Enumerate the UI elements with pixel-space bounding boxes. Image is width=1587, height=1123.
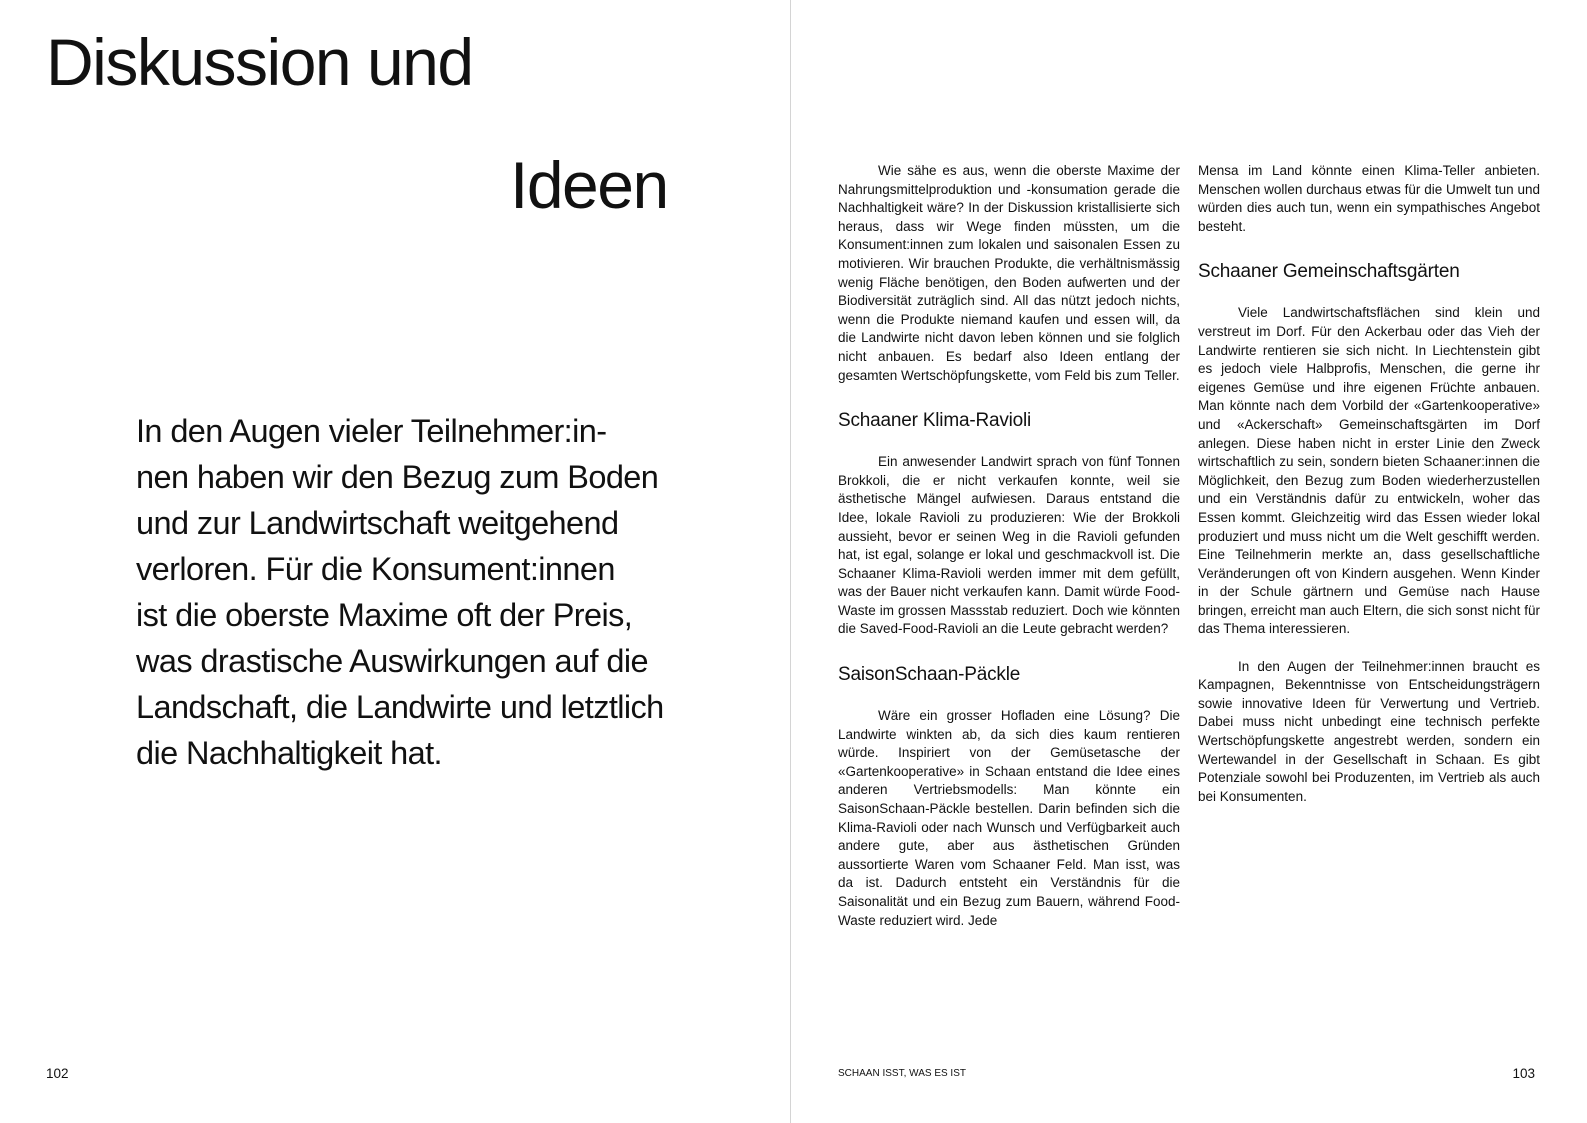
pull-quote-line: was drastische Auswirkungen auf die	[136, 643, 648, 679]
closing-paragraph: In den Augen der Teilnehmer:innen braucht es Kampagnen, Bekenntnisse von Entscheidungsträgern sowie innovative Ideen für Verwertung und Vertrieb. Dabei muss nicht unbedingt eine technisch perfekte Wertschöpfungskette angestrebt werden, sondern ein Wertewandel in der Gesellschaft in Schaan. Es gibt Potenziale sowohl bei Produzenten, im Vertrieb als auch bei Konsumenten.	[1198, 658, 1540, 804]
pull-quote-line: Landschaft, die Landwirte und letztlich	[136, 689, 664, 725]
section-heading-klima-ravioli: Schaaner Klima-Ravioli	[838, 410, 1032, 432]
chapter-title-line-1: Diskussion und	[46, 25, 473, 99]
pull-quote	[136, 408, 776, 776]
continuation-paragraph: Mensa im Land könnte einen Klima-Teller anbieten. Menschen wollen durchaus etwas für die Umwelt tun und würden dies auch tun, wenn ein sympathisches Angebot besteht.	[1198, 163, 1540, 234]
saisonschaan-paeckle-paragraph: Wäre ein grosser Hofladen eine Lösung? Die Landwirte winkten ab, da sich dies kaum rentieren würde. Inspiriert von der Gemüsetasche der «Gartenkooperative» in Schaan entstand die Idee eines anderen Vertriebsmodells: Man könnte ein SaisonSchaan-Päckle bestellen. Darin befinden sich die Klima-Ravioli oder nach Wunsch und Verfügbarkeit auch andere gute, aber aus ästhetischen Gründen aussortierte Waren vom Schaaner Feld. Man isst, was da ist. Dadurch entsteht ein Verständnis für die Saisonalität und ein Bezug zum Bauern, während Food-Waste reduziert wird. Jede	[838, 708, 1180, 928]
pull-quote-line: verloren. Für die Konsument:innen	[136, 551, 615, 587]
running-title: SCHAAN ISST, WAS ES IST	[838, 1068, 966, 1079]
pull-quote-line: nen haben wir den Bezug zum Boden	[136, 459, 659, 495]
text-column-left	[838, 162, 1180, 930]
chapter-title-line-2: Ideen	[510, 148, 668, 222]
gemeinschaftsgaerten-paragraph: Viele Landwirtschaftsflächen sind klein und verstreut im Dorf. Für den Ackerbau oder das Vieh der Landwirte rentieren sie sich nicht. In Liechtenstein gibt es jedoch viele Halbprofis, Menschen, die gerne ihr eigenes Gemüse und ihre eigenen Früchte anbauen. Man könnte nach dem Vorbild der «Gartenkooperative» und «Ackerschaft» Gemeinschaftsgärten im Dorf anlegen. Diese haben nicht in erster Linie den Zweck wirtschaftlich zu sein, sondern bieten Schaaner:innen die Möglichkeit, den Bezug zum Boden wiederherzustellen und ein Verständnis dafür zu entwickeln, woher das Essen kommt. Gleichzeitig wird das Essen wieder lokal produziert und muss nicht um die Welt geschifft werden. Eine Teilnehmerin merkte an, dass gesellschaftliche Veränderungen oft von Kindern ausgehen. Wenn Kinder in der Schule gärtnern und Gemüse nach Hause bringen, erreicht man auch Eltern, die sich sonst nicht für das Thema interessieren.	[1198, 305, 1540, 637]
pull-quote-line: die Nachhaltigkeit hat.	[136, 735, 442, 771]
text-column-right	[1198, 162, 1540, 806]
section-heading-gemeinschaftsgaerten: Schaaner Gemeinschaftsgärten	[1198, 261, 1460, 283]
pull-quote-line: und zur Landwirtschaft weitgehend	[136, 505, 619, 541]
pull-quote-line: In den Augen vieler Teilnehmer:in-	[136, 413, 607, 449]
pull-quote-line: ist die oberste Maxime oft der Preis,	[136, 597, 633, 633]
intro-paragraph: Wie sähe es aus, wenn die oberste Maxime der Nahrungsmittelproduktion und -konsumation gerade die Nachhaltigkeit wäre? In der Diskussion kristallisierte sich heraus, dass wir Wege finden müssten, um die Konsument:innen zum lokalen und saisonalen Essen zu motivieren. Wir brauchen Produkte, die verhältnismässig wenig Fläche benötigen, den Boden aufwerten und der Biodiversität zuträglich sind. All das nützt jedoch nichts, wenn die Produkte niemand kaufen und essen will, da die Landwirte nicht davon leben können und sie folglich nicht anbauen. Es bedarf also Ideen entlang der gesamten Wertschöpfungskette, vom Feld bis zum Teller.	[838, 163, 1180, 383]
page-gutter-divider	[790, 0, 791, 1123]
klima-ravioli-paragraph: Ein anwesender Landwirt sprach von fünf Tonnen Brokkoli, die er nicht verkaufen konnte, weil sie ästhetische Mängel aufwiesen. Daraus entstand die Idee, lokale Ravioli zu produzieren: Wie der Brokkoli aussieht, bevor er seinen Weg in die Ravioli gefunden hat, ist egal, solange er lokal und geschmackvoll ist. Die Schaaner Klima-Ravioli werden immer mit dem gefüllt, was der Bauer nicht verkaufen kann. Damit würde Food-Waste im grossen Massstab reduziert. Doch wie könnten die Saved-Food-Ravioli an die Leute gebracht werden?	[838, 454, 1180, 637]
section-heading-saisonschaan-paeckle: SaisonSchaan-Päckle	[838, 664, 1021, 686]
page-number-left: 102	[46, 1066, 69, 1081]
page-number-right: 103	[1512, 1066, 1535, 1081]
